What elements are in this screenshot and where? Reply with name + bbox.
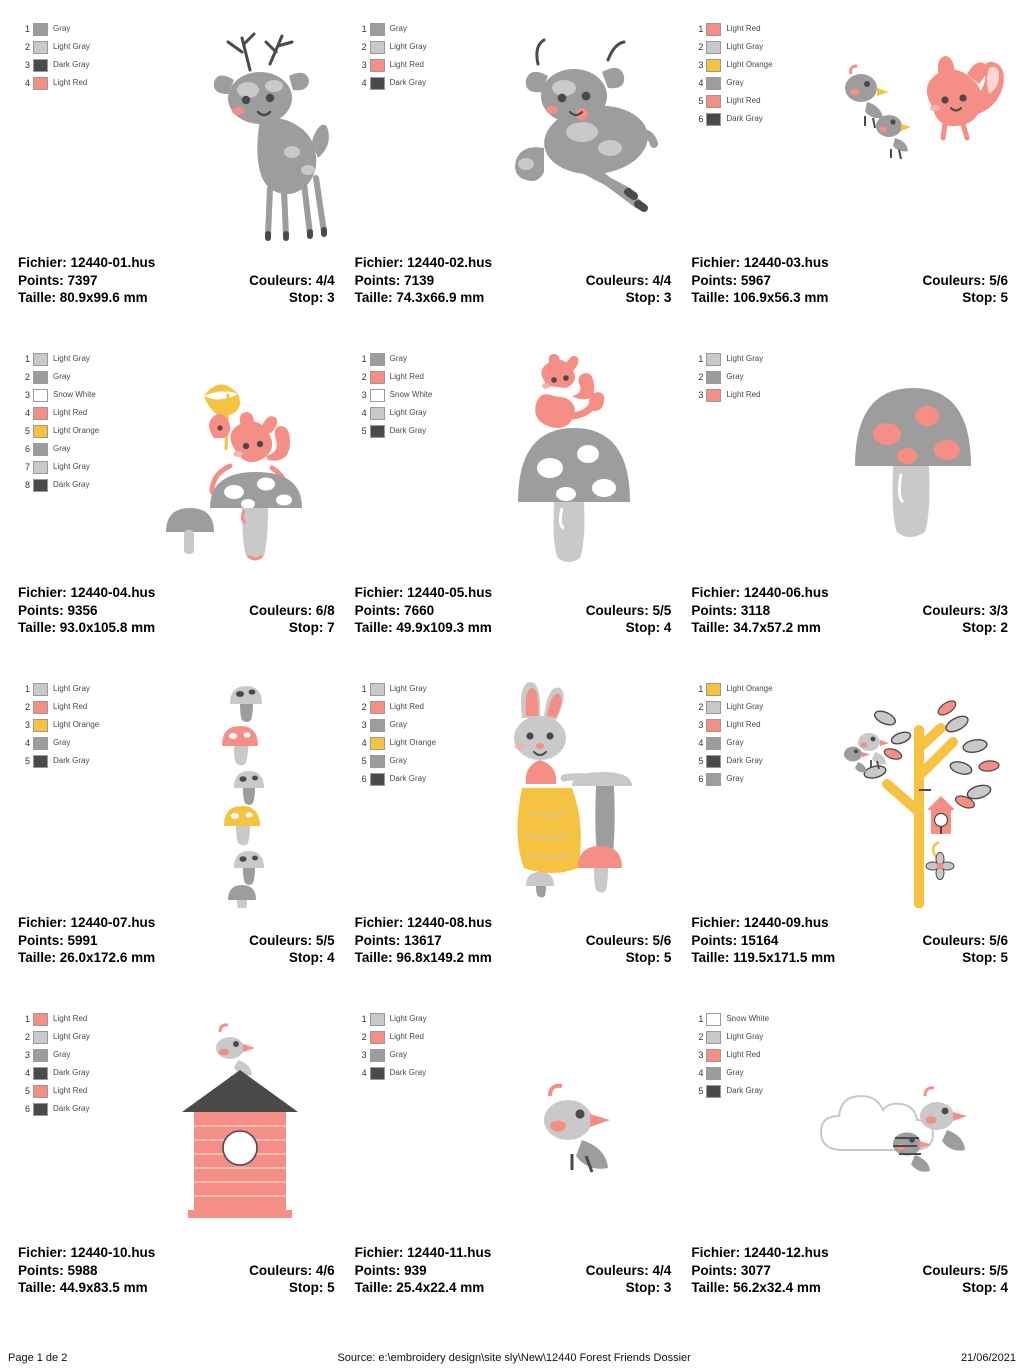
legend-index: 5 xyxy=(361,756,367,766)
color-name: Dark Gray xyxy=(53,480,90,489)
color-name: Dark Gray xyxy=(389,774,427,783)
legend-index: 2 xyxy=(361,1032,367,1042)
design-stop: Stop: 4 xyxy=(625,620,672,635)
design-artwork-squirrel-umbrella-mushroom xyxy=(142,342,337,578)
legend-index: 1 xyxy=(361,24,367,34)
design-cell xyxy=(347,996,678,1326)
design-preview-area xyxy=(347,996,678,1244)
design-couleurs: Couleurs: 5/5 xyxy=(585,603,672,618)
design-preview-area xyxy=(347,336,678,584)
legend-index: 5 xyxy=(24,426,30,436)
legend-index: 2 xyxy=(698,1032,704,1042)
design-couleurs: Couleurs: 4/4 xyxy=(585,1263,672,1278)
color-swatch xyxy=(33,77,48,90)
design-cell xyxy=(347,6,678,336)
color-name: Dark Gray xyxy=(726,1086,763,1095)
color-swatch xyxy=(33,1085,48,1098)
legend-index: 2 xyxy=(361,702,367,712)
color-swatch xyxy=(706,59,721,72)
color-swatch xyxy=(370,389,385,402)
color-name: Light Red xyxy=(389,702,424,711)
color-swatch xyxy=(706,737,721,750)
color-name: Light Orange xyxy=(726,60,773,69)
legend-index: 3 xyxy=(698,720,704,730)
legend-index: 2 xyxy=(698,42,704,52)
legend-index: 7 xyxy=(24,462,30,472)
color-name: Gray xyxy=(726,1068,744,1077)
color-swatch xyxy=(706,1031,721,1044)
color-name: Light Red xyxy=(726,390,761,399)
design-couleurs: Couleurs: 5/6 xyxy=(922,273,1008,288)
design-stop: Stop: 2 xyxy=(962,620,1008,635)
legend-index: 1 xyxy=(698,24,704,34)
legend-index: 3 xyxy=(361,390,367,400)
design-filename: Fichier: 12440-01.hus xyxy=(18,255,156,270)
design-points: Points: 5988 xyxy=(18,1263,98,1278)
design-info xyxy=(10,584,341,658)
design-cell xyxy=(10,666,341,996)
color-swatch xyxy=(370,371,385,384)
design-filename: Fichier: 12440-06.hus xyxy=(691,585,829,600)
design-couleurs: Couleurs: 5/5 xyxy=(249,933,335,948)
design-couleurs: Couleurs: 3/3 xyxy=(922,603,1008,618)
design-points: Points: 939 xyxy=(354,1263,427,1278)
legend-index: 4 xyxy=(698,738,704,748)
legend-index: 5 xyxy=(698,1086,704,1096)
design-points: Points: 7139 xyxy=(354,273,435,288)
legend-index: 3 xyxy=(24,60,30,70)
design-cell xyxy=(347,336,678,666)
color-name: Gray xyxy=(726,78,744,87)
color-swatch xyxy=(33,1031,48,1044)
color-swatch xyxy=(706,353,721,366)
design-points: Points: 13617 xyxy=(354,933,442,948)
legend-index: 1 xyxy=(698,354,704,364)
color-name: Gray xyxy=(726,774,744,783)
color-name: Light Gray xyxy=(53,1032,90,1041)
legend-index: 4 xyxy=(24,1068,30,1078)
color-swatch xyxy=(33,701,48,714)
legend-index: 3 xyxy=(698,1050,704,1060)
legend-index: 1 xyxy=(24,1014,30,1024)
legend-index: 6 xyxy=(698,114,704,124)
legend-index: 1 xyxy=(361,354,367,364)
design-info xyxy=(10,914,341,988)
design-artwork-deer-lying xyxy=(478,12,673,248)
design-info xyxy=(347,914,678,988)
design-couleurs: Couleurs: 5/6 xyxy=(922,933,1008,948)
legend-index: 2 xyxy=(698,372,704,382)
color-name: Snow White xyxy=(53,390,96,399)
color-swatch xyxy=(370,407,385,420)
design-couleurs: Couleurs: 4/6 xyxy=(249,1263,335,1278)
color-swatch xyxy=(33,683,48,696)
design-info xyxy=(10,254,341,328)
color-swatch xyxy=(33,479,48,492)
color-swatch xyxy=(370,23,385,36)
design-filename: Fichier: 12440-12.hus xyxy=(691,1245,829,1260)
color-name: Dark Gray xyxy=(389,78,427,87)
legend-index: 4 xyxy=(361,738,367,748)
color-swatch xyxy=(370,41,385,54)
color-name: Light Orange xyxy=(726,684,773,693)
page-footer xyxy=(0,1352,1024,1364)
design-preview-area xyxy=(683,996,1014,1244)
design-filename: Fichier: 12440-02.hus xyxy=(354,255,492,270)
color-swatch xyxy=(33,719,48,732)
color-name: Gray xyxy=(53,372,71,381)
color-name: Light Red xyxy=(53,408,88,417)
color-swatch xyxy=(370,701,385,714)
color-swatch xyxy=(706,1067,721,1080)
design-stop: Stop: 4 xyxy=(288,950,335,965)
design-taille: Taille: 26.0x172.6 mm xyxy=(18,950,156,965)
color-name: Light Gray xyxy=(726,702,764,711)
legend-index: 4 xyxy=(698,1068,704,1078)
color-name: Gray xyxy=(726,738,744,747)
color-name: Light Red xyxy=(53,78,88,87)
design-grid xyxy=(10,6,1014,1326)
design-info xyxy=(683,1244,1014,1318)
design-points: Points: 5991 xyxy=(18,933,98,948)
color-swatch xyxy=(33,1013,48,1026)
design-stop: Stop: 7 xyxy=(288,620,335,635)
color-swatch xyxy=(706,1085,721,1098)
color-name: Gray xyxy=(389,354,407,363)
legend-index: 1 xyxy=(24,24,30,34)
color-swatch xyxy=(33,41,48,54)
color-name: Gray xyxy=(53,738,71,747)
color-swatch xyxy=(33,407,48,420)
legend-index: 1 xyxy=(698,1014,704,1024)
design-preview-area xyxy=(10,666,341,914)
color-swatch xyxy=(33,755,48,768)
legend-index: 2 xyxy=(361,42,367,52)
legend-index: 5 xyxy=(698,756,704,766)
design-preview-area xyxy=(347,666,678,914)
color-name: Light Red xyxy=(53,1086,88,1095)
color-name: Light Orange xyxy=(389,738,436,747)
color-swatch xyxy=(370,1013,385,1026)
color-swatch xyxy=(33,59,48,72)
color-swatch xyxy=(706,77,721,90)
color-swatch xyxy=(370,683,385,696)
color-name: Gray xyxy=(389,720,407,729)
color-swatch xyxy=(370,1031,385,1044)
color-swatch xyxy=(370,755,385,768)
color-swatch xyxy=(33,1049,48,1062)
legend-index: 3 xyxy=(361,1050,367,1060)
color-swatch xyxy=(370,77,385,90)
design-info xyxy=(683,254,1014,328)
color-swatch xyxy=(370,1049,385,1062)
color-name: Gray xyxy=(389,24,407,33)
legend-index: 4 xyxy=(361,78,367,88)
color-name: Light Gray xyxy=(389,408,427,417)
color-swatch xyxy=(370,425,385,438)
legend-index: 2 xyxy=(24,42,30,52)
color-swatch xyxy=(706,113,721,126)
design-stop: Stop: 3 xyxy=(288,290,335,305)
color-swatch xyxy=(33,1067,48,1080)
color-swatch xyxy=(370,773,385,786)
color-swatch xyxy=(706,701,721,714)
legend-index: 4 xyxy=(361,408,367,418)
color-name: Light Gray xyxy=(726,354,764,363)
legend-index: 8 xyxy=(24,480,30,490)
design-info xyxy=(10,1244,341,1318)
design-taille: Taille: 80.9x99.6 mm xyxy=(18,290,148,305)
legend-index: 5 xyxy=(361,426,367,436)
color-swatch xyxy=(706,41,721,54)
color-name: Gray xyxy=(389,1050,407,1059)
color-swatch xyxy=(33,737,48,750)
legend-index: 4 xyxy=(361,1068,367,1078)
design-cell xyxy=(683,666,1014,996)
color-name: Light Gray xyxy=(726,1032,764,1041)
color-name: Gray xyxy=(389,756,407,765)
design-artwork-fox-and-birds xyxy=(815,12,1010,248)
design-preview-area xyxy=(683,666,1014,914)
design-taille: Taille: 34.7x57.2 mm xyxy=(691,620,821,635)
color-swatch xyxy=(370,737,385,750)
color-name: Light Gray xyxy=(53,42,90,51)
color-name: Snow White xyxy=(389,390,433,399)
design-points: Points: 3077 xyxy=(691,1263,771,1278)
design-taille: Taille: 25.4x22.4 mm xyxy=(354,1280,485,1295)
legend-index: 5 xyxy=(698,96,704,106)
legend-index: 4 xyxy=(24,78,30,88)
color-swatch xyxy=(370,59,385,72)
legend-index: 4 xyxy=(24,738,30,748)
color-swatch xyxy=(706,389,721,402)
color-name: Dark Gray xyxy=(726,756,763,765)
design-info xyxy=(683,914,1014,988)
color-name: Dark Gray xyxy=(389,1068,427,1077)
legend-index: 1 xyxy=(24,684,30,694)
design-filename: Fichier: 12440-09.hus xyxy=(691,915,829,930)
design-cell xyxy=(347,666,678,996)
color-name: Light Gray xyxy=(53,462,90,471)
design-artwork-birdhouse-with-bird xyxy=(142,1002,337,1238)
design-taille: Taille: 119.5x171.5 mm xyxy=(691,950,836,965)
design-cell xyxy=(10,336,341,666)
color-swatch xyxy=(370,1067,385,1080)
color-name: Dark Gray xyxy=(53,1104,90,1113)
color-name: Dark Gray xyxy=(53,60,90,69)
color-name: Gray xyxy=(53,1050,71,1059)
design-taille: Taille: 56.2x32.4 mm xyxy=(691,1280,821,1295)
color-name: Dark Gray xyxy=(53,1068,90,1077)
design-points: Points: 7660 xyxy=(354,603,435,618)
design-stop: Stop: 5 xyxy=(288,1280,335,1295)
design-couleurs: Couleurs: 5/6 xyxy=(585,933,672,948)
color-name: Snow White xyxy=(726,1014,770,1023)
color-name: Light Red xyxy=(389,1032,424,1041)
legend-index: 2 xyxy=(24,1032,30,1042)
design-filename: Fichier: 12440-05.hus xyxy=(354,585,492,600)
legend-index: 2 xyxy=(361,372,367,382)
color-swatch xyxy=(706,755,721,768)
design-taille: Taille: 74.3x66.9 mm xyxy=(354,290,485,305)
color-swatch xyxy=(706,371,721,384)
color-name: Dark Gray xyxy=(726,114,763,123)
color-swatch xyxy=(370,353,385,366)
legend-index: 4 xyxy=(24,408,30,418)
design-cell xyxy=(10,996,341,1326)
color-swatch xyxy=(706,23,721,36)
color-name: Gray xyxy=(726,372,744,381)
design-info xyxy=(347,254,678,328)
design-artwork-mushroom-border xyxy=(142,672,337,908)
legend-index: 1 xyxy=(24,354,30,364)
design-points: Points: 7397 xyxy=(18,273,98,288)
color-name: Light Gray xyxy=(389,684,427,693)
color-swatch xyxy=(33,353,48,366)
color-swatch xyxy=(370,719,385,732)
design-info xyxy=(683,584,1014,658)
design-taille: Taille: 49.9x109.3 mm xyxy=(354,620,492,635)
design-preview-area xyxy=(683,6,1014,254)
design-stop: Stop: 4 xyxy=(962,1280,1008,1295)
legend-index: 6 xyxy=(24,444,30,454)
color-name: Light Red xyxy=(389,372,424,381)
legend-index: 3 xyxy=(698,390,704,400)
color-name: Light Orange xyxy=(53,426,100,435)
design-info xyxy=(347,584,678,658)
color-swatch xyxy=(33,23,48,36)
color-name: Light Red xyxy=(726,1050,761,1059)
color-name: Gray xyxy=(53,24,71,33)
color-name: Light Gray xyxy=(726,42,764,51)
legend-index: 1 xyxy=(698,684,704,694)
color-swatch xyxy=(706,719,721,732)
legend-index: 3 xyxy=(24,1050,30,1060)
color-name: Light Red xyxy=(53,702,88,711)
design-stop: Stop: 5 xyxy=(625,950,672,965)
legend-index: 3 xyxy=(24,390,30,400)
color-swatch xyxy=(33,461,48,474)
color-name: Gray xyxy=(53,444,71,453)
design-stop: Stop: 5 xyxy=(962,950,1008,965)
color-swatch xyxy=(706,773,721,786)
design-filename: Fichier: 12440-10.hus xyxy=(18,1245,156,1260)
design-couleurs: Couleurs: 5/5 xyxy=(922,1263,1008,1278)
color-swatch xyxy=(706,1013,721,1026)
color-swatch xyxy=(33,389,48,402)
color-name: Light Gray xyxy=(53,354,90,363)
color-name: Light Red xyxy=(726,96,761,105)
design-points: Points: 9356 xyxy=(18,603,98,618)
design-stop: Stop: 5 xyxy=(962,290,1008,305)
footer-source-path: Source: e:\embroidery design\site sly\New\12440 Forest Friends Dossier xyxy=(337,1352,691,1364)
legend-index: 5 xyxy=(24,1086,30,1096)
design-cell xyxy=(683,6,1014,336)
design-artwork-birds-on-cloud xyxy=(815,1002,1010,1238)
color-swatch xyxy=(33,443,48,456)
color-name: Light Gray xyxy=(389,1014,427,1023)
color-name: Dark Gray xyxy=(53,756,90,765)
legend-index: 2 xyxy=(24,702,30,712)
design-filename: Fichier: 12440-04.hus xyxy=(18,585,156,600)
design-artwork-small-bird xyxy=(478,1002,673,1238)
legend-index: 3 xyxy=(361,720,367,730)
design-filename: Fichier: 12440-11.hus xyxy=(354,1245,492,1260)
color-name: Light Gray xyxy=(389,42,427,51)
color-name: Light Red xyxy=(726,24,761,33)
design-couleurs: Couleurs: 4/4 xyxy=(249,273,335,288)
design-filename: Fichier: 12440-07.hus xyxy=(18,915,156,930)
footer-date: 21/06/2021 xyxy=(960,1352,1016,1364)
design-preview-area xyxy=(10,6,341,254)
legend-index: 3 xyxy=(698,60,704,70)
color-swatch xyxy=(33,1103,48,1116)
design-cell xyxy=(683,336,1014,666)
design-cell xyxy=(683,996,1014,1326)
design-info xyxy=(347,1244,678,1318)
legend-index: 6 xyxy=(361,774,367,784)
legend-index: 4 xyxy=(698,78,704,88)
design-taille: Taille: 44.9x83.5 mm xyxy=(18,1280,148,1295)
color-name: Dark Gray xyxy=(389,426,427,435)
design-preview-area xyxy=(683,336,1014,584)
design-artwork-squirrel-on-mushroom xyxy=(478,342,673,578)
color-swatch xyxy=(33,371,48,384)
design-couleurs: Couleurs: 4/4 xyxy=(585,273,672,288)
footer-page-number: Page 1 de 2 xyxy=(8,1352,68,1364)
legend-index: 3 xyxy=(361,60,367,70)
legend-index: 3 xyxy=(24,720,30,730)
design-cell xyxy=(10,6,341,336)
legend-index: 2 xyxy=(24,372,30,382)
design-taille: Taille: 93.0x105.8 mm xyxy=(18,620,156,635)
color-name: Light Red xyxy=(53,1014,88,1023)
design-filename: Fichier: 12440-03.hus xyxy=(691,255,829,270)
color-swatch xyxy=(706,683,721,696)
design-preview-area xyxy=(10,336,341,584)
color-swatch xyxy=(706,95,721,108)
legend-index: 6 xyxy=(698,774,704,784)
color-swatch xyxy=(33,425,48,438)
design-artwork-bunny-with-mushroom xyxy=(478,672,673,908)
legend-index: 1 xyxy=(361,1014,367,1024)
color-name: Light Red xyxy=(726,720,761,729)
design-artwork-tree-with-birdhouse xyxy=(815,672,1010,908)
design-filename: Fichier: 12440-08.hus xyxy=(354,915,492,930)
design-points: Points: 5967 xyxy=(691,273,771,288)
color-name: Light Red xyxy=(389,60,424,69)
legend-index: 1 xyxy=(361,684,367,694)
design-taille: Taille: 96.8x149.2 mm xyxy=(354,950,492,965)
legend-index: 5 xyxy=(24,756,30,766)
legend-index: 6 xyxy=(24,1104,30,1114)
design-points: Points: 15164 xyxy=(691,933,779,948)
color-swatch xyxy=(706,1049,721,1062)
color-name: Light Orange xyxy=(53,720,100,729)
design-artwork-deer-standing xyxy=(142,12,337,248)
design-taille: Taille: 106.9x56.3 mm xyxy=(691,290,829,305)
design-points: Points: 3118 xyxy=(691,603,771,618)
design-preview-area xyxy=(347,6,678,254)
design-couleurs: Couleurs: 6/8 xyxy=(249,603,335,618)
design-stop: Stop: 3 xyxy=(625,1280,672,1295)
design-stop: Stop: 3 xyxy=(625,290,672,305)
color-name: Light Gray xyxy=(53,684,90,693)
design-artwork-mushroom-spotted xyxy=(815,342,1010,578)
legend-index: 2 xyxy=(698,702,704,712)
design-preview-area xyxy=(10,996,341,1244)
